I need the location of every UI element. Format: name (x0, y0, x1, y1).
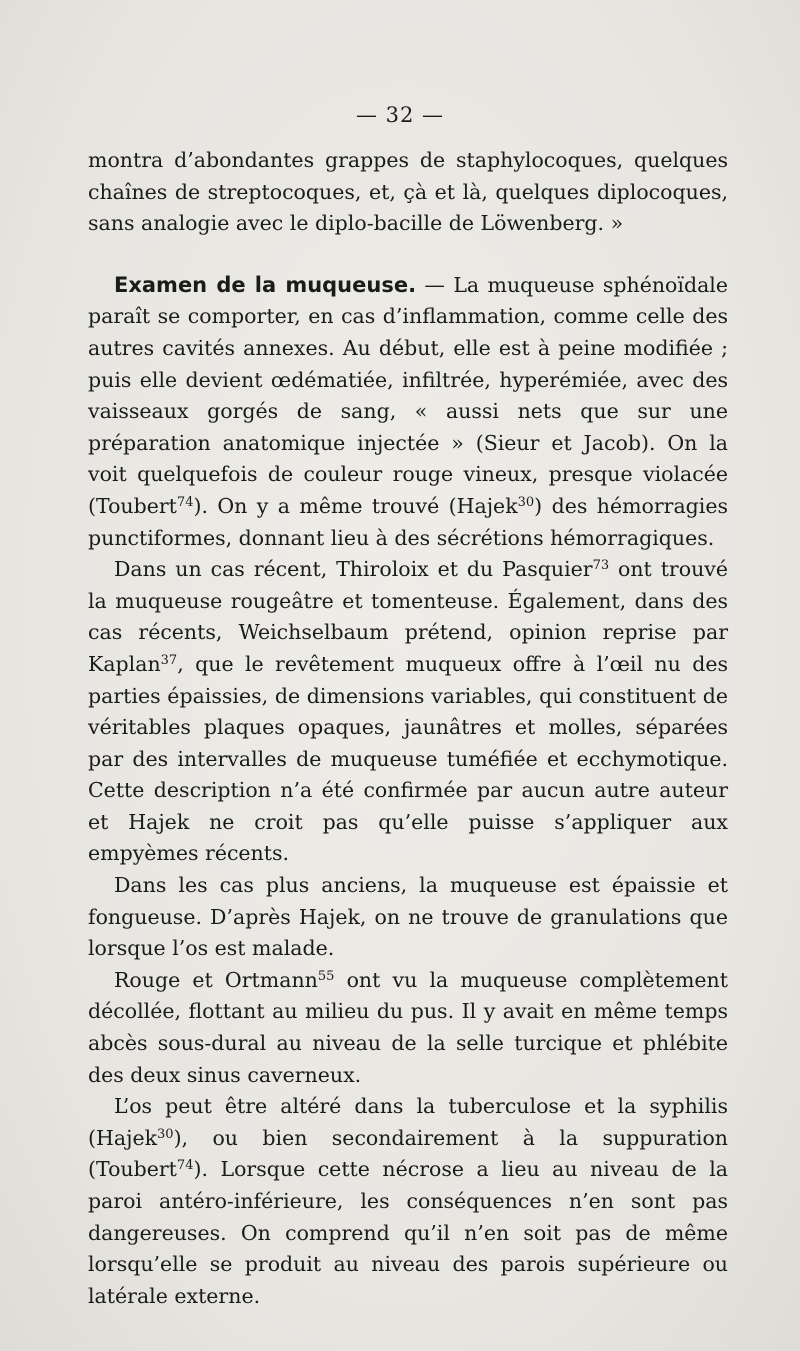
reference-marker: 73 (592, 558, 610, 574)
section-gap (88, 240, 728, 270)
reference-marker: 30 (517, 494, 535, 510)
paragraph-6-text-3: ). Lorsque cette nécrose a lieu au niveau de la paroi antéro-inférieure, les conséquences n’en sont pas dangereuses. On comprend qu’il n’en soit pas de même lorsqu’elle se produit au niveau des parois supérieure ou latérale externe. (88, 1157, 728, 1308)
paragraph-2-text-3: ) des hémorragies punctiformes, donnant lieu à des sécrétions hémorragiques. (88, 493, 729, 550)
paragraph-3-text-1: Dans un cas récent, Thiroloix et du Pasquier (114, 557, 593, 582)
reference-marker: 30 (157, 1126, 174, 1142)
paragraph-6-text-2: ), ou bien secondairement à la suppuration (Toubert (88, 1125, 728, 1182)
section-heading: Examen de la muqueuse. (114, 272, 417, 297)
paragraph-3-text-2: ont trouvé la muqueuse rougeâtre et tomenteuse. Également, dans des cas récents, Weichselbaum prétend, opinion reprise par Kaplan (88, 557, 728, 676)
paragraph-2-text-2: ). On y a même trouvé (Hajek (193, 493, 518, 518)
paragraph-1: montra d’abondantes grappes de staphylocoques, quelques chaînes de streptocoques, et, çà et là, quelques diplocoques, sans analogie avec le diplo-bacille de Löwenberg. » (88, 148, 728, 236)
paragraph-3-text-3: , que le revêtement muqueux offre à l’œil nu des parties épaissies, de dimensions variables, qui constituent de véritables plaques opaques, jaunâtres et molles, séparées par des intervalles de muqueuse tuméfiée et ecchymotique. Cette description n’a été confirmée par aucun autre auteur et Hajek ne croit pas qu’elle puisse s’appliquer aux empyèmes récents. (88, 651, 728, 866)
paragraph-5 (88, 965, 728, 1091)
paragraph-6 (88, 1091, 728, 1312)
paragraph-2 (88, 270, 728, 554)
reference-marker: 37 (160, 652, 178, 668)
reference-marker: 55 (317, 968, 335, 984)
reference-marker: 74 (176, 1158, 194, 1174)
paragraph-5-text-2: ont vu la muqueuse complètement décollée, flottant au milieu du pus. Il y avait en même temps abcès sous-dural au niveau de la selle turcique et phlébite des deux sinus caverneux. (88, 967, 728, 1087)
body-text (88, 145, 728, 1312)
paragraph-5-text-1: Rouge et Ortmann (114, 967, 318, 992)
paragraph-2-text-1: — La muqueuse sphénoïdale paraît se comporter, en cas d’inflammation, comme celle des autres cavités annexes. Au début, elle est à peine modifiée ; puis elle devient œdématiée, infiltrée, hyperémiée, avec des vaisseaux gorgés de sang, « aussi nets que sur une préparation anatomique injectée » (Sieur et Jacob). On la voit quelquefois de couleur rouge vineux, presque violacée (Toubert (88, 272, 728, 518)
paragraph-6-text-1: L’os peut être altéré dans la tuberculose et la syphilis (Hajek (88, 1094, 728, 1150)
paragraph-4: Dans les cas plus anciens, la muqueuse est épaissie et fongueuse. D’après Hajek, on ne trouve de granulations que lorsque l’os est malade. (88, 873, 728, 961)
paragraph-3 (88, 554, 728, 870)
page-number: — 32 — (355, 103, 445, 127)
reference-marker: 74 (176, 494, 194, 510)
